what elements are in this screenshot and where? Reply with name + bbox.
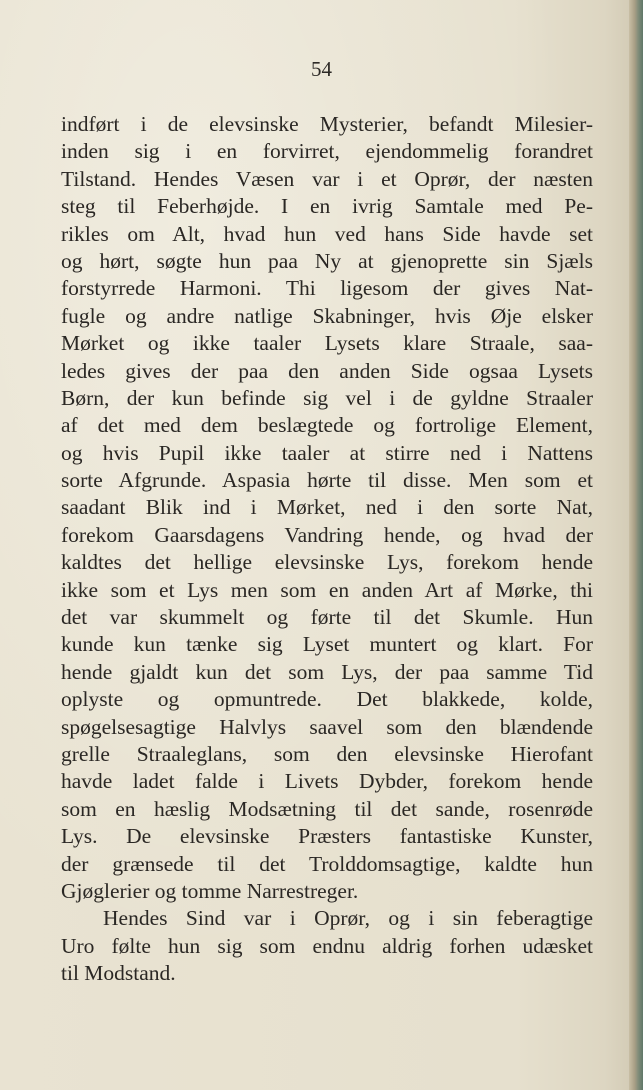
text-line-paragraph-end: til Modstand. [61,961,176,986]
text-line: forstyrrede Harmoni. Thi ligesom der gives Nat- [61,276,593,301]
text-line: Mørket og ikke taaler Lysets klare Straale, saa- [61,331,593,356]
body-text [61,111,593,988]
text-line: saadant Blik ind i Mørket, ned i den sorte Nat, [61,495,593,520]
text-line: og hvis Pupil ikke taaler at stirre ned i Nattens [61,440,593,465]
text-line: havde ladet falde i Livets Dybder, forekom hende [61,769,593,794]
text-line: sorte Afgrunde. Aspasia hørte til disse. Men som et [61,468,593,493]
text-line: Uro følte hun sig som endnu aldrig forhen udæsket [61,933,593,958]
text-line: ledes gives der paa den anden Side ogsaa Lysets [61,358,593,383]
text-line: Tilstand. Hendes Væsen var i et Oprør, der næsten [61,166,593,191]
text-line: kunde kun tænke sig Lyset muntert og klart. For [61,632,593,657]
text-line: forekom Gaarsdagens Vandring hende, og hvad der [61,522,593,547]
text-line: oplyste og opmuntrede. Det blakkede, kolde, [61,687,593,712]
text-line-paragraph-start: Hendes Sind var i Oprør, og i sin feberagtige [103,906,593,931]
text-line: ikke som et Lys men som en anden Art af Mørke, thi [61,577,593,602]
page-number: 54 [311,57,332,81]
text-line: steg til Feberhøjde. I en ivrig Samtale med Pe- [61,194,593,219]
text-line: fugle og andre natlige Skabninger, hvis Øje elsker [61,303,593,328]
text-line: inden sig i en forvirret, ejendommelig forandret [61,139,593,164]
page-edge [629,0,643,1090]
text-line: som en hæslig Modsætning til det sande, rosenrøde [61,796,593,821]
text-line: Lys. De elevsinske Præsters fantastiske Kunster, [61,824,593,849]
text-line: Børn, der kun befinde sig vel i de gyldne Straaler [61,385,593,410]
text-line: og hørt, søgte hun paa Ny at gjenoprette sin Sjæls [61,248,593,273]
text-line: det var skummelt og førte til det Skumle. Hun [61,605,593,630]
text-line: der grænsede til det Trolddomsagtige, kaldte hun [61,851,593,876]
text-line: rikles om Alt, hvad hun ved hans Side havde set [61,221,593,246]
text-line: af det med dem beslægtede og fortrolige Element, [61,413,593,438]
text-line-paragraph-end: Gjøglerier og tomme Narrestreger. [61,878,359,903]
text-line: hende gjaldt kun det som Lys, der paa samme Tid [61,659,593,684]
text-line: indført i de elevsinske Mysterier, befandt Milesier- [61,112,593,136]
text-line: kaldtes det hellige elevsinske Lys, forekom hende [61,550,593,575]
text-line: spøgelsesagtige Halvlys saavel som den blændende [61,714,593,739]
text-line: grelle Straaleglans, som den elevsinske Hierofant [61,741,593,766]
